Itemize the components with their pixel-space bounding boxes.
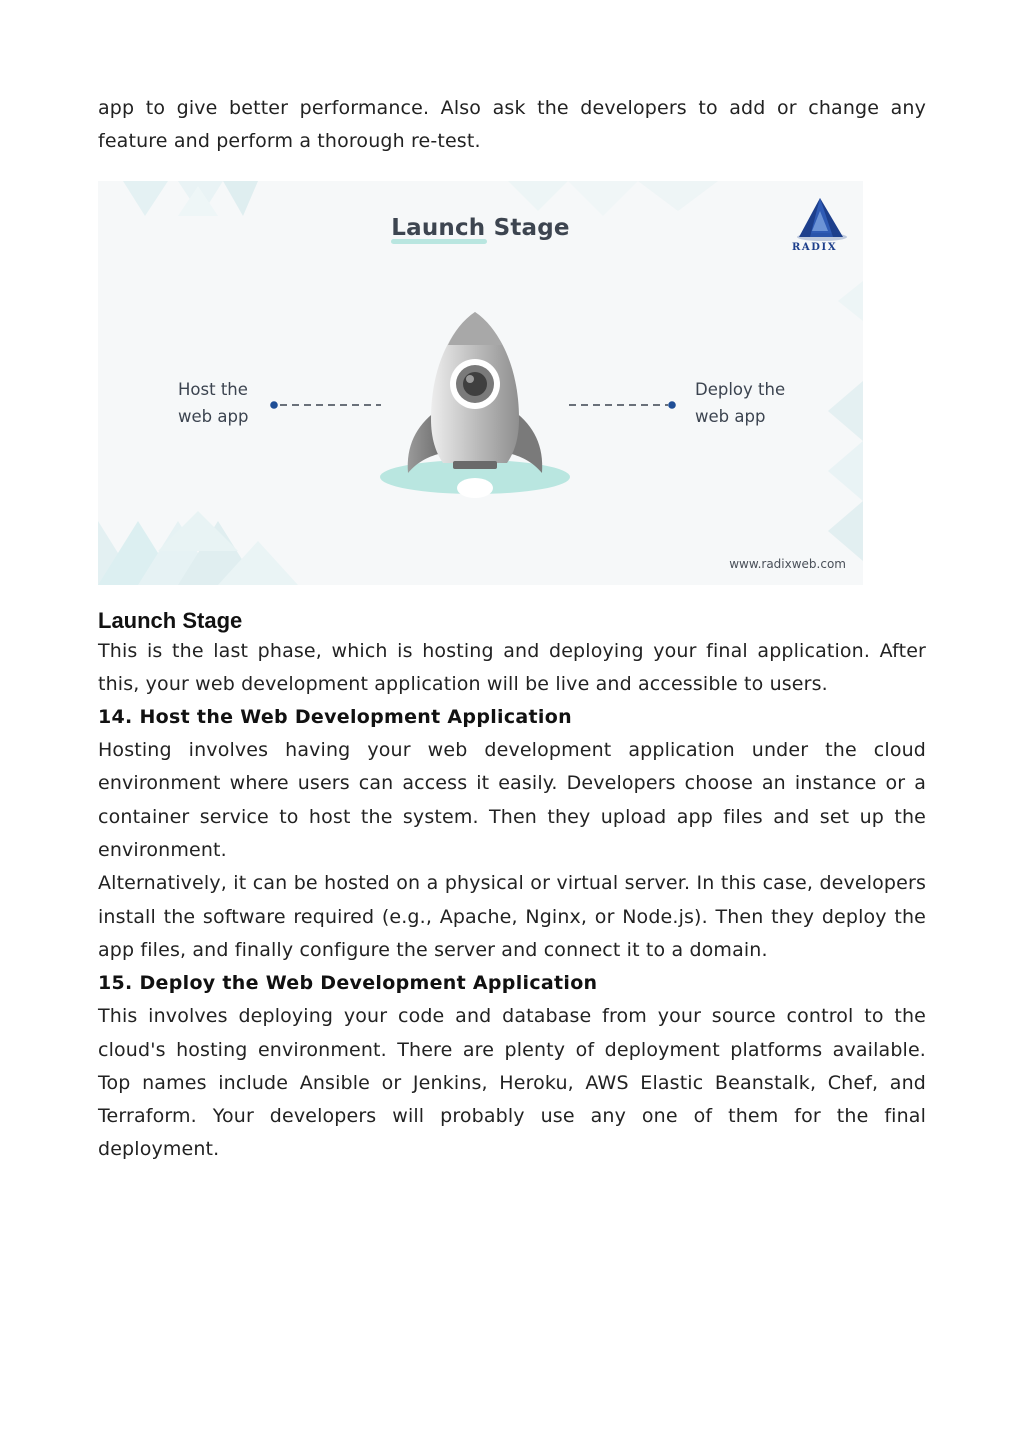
deploy-label-line2: web app [695,406,766,426]
step-14-paragraph-1: Hosting involves having your web development application under the cloud environment where users can access it easily. Developers choose an instance or a container service to host the system. Then they upload app files and set up the environment. [98,739,926,862]
document-page [98,92,926,1167]
radix-logo-text: RADIX [792,241,838,253]
section-title: Launch Stage [98,607,243,633]
figure-url: www.radixweb.com [729,556,846,571]
rocket-icon [408,312,543,473]
host-label-line1: Host the [178,379,248,399]
section-intro-paragraph: This is the last phase, which is hosting and deploying your final application. After this, your web development application will be live and accessible to users. [98,639,926,695]
step-15-paragraph-1: This involves deploying your code and database from your source control to the cloud's hosting environment. There are plenty of deployment platforms available. Top names include Ansible or Jenkins, Heroku, AWS Elastic Beanstalk, Chef, and Terraform. Your developers will probably use any one of them for the final deployment. [98,1005,926,1161]
intro-paragraph: app to give better performance. Also ask the developers to add or change any feature and perform a thorough re-test. [98,97,926,153]
right-connector [569,401,676,409]
deploy-label-line1: Deploy the [695,379,786,399]
launch-stage-figure [98,181,863,585]
deploy-label [695,376,785,430]
figure-title: Launch Stage [391,214,570,241]
left-connector [270,401,381,409]
host-label [178,376,248,430]
step-14-paragraph-2: Alternatively, it can be hosted on a physical or virtual server. In this case, developers install the software required (e.g., Apache, Nginx, or Node.js). Then they deploy the app files, and finally configure the server and connect it to a domain. [98,872,926,961]
host-label-line2: web app [178,406,249,426]
step-14-heading: 14. Host the Web Development Application [98,706,572,729]
step-15-heading: 15. Deploy the Web Development Application [98,972,598,995]
